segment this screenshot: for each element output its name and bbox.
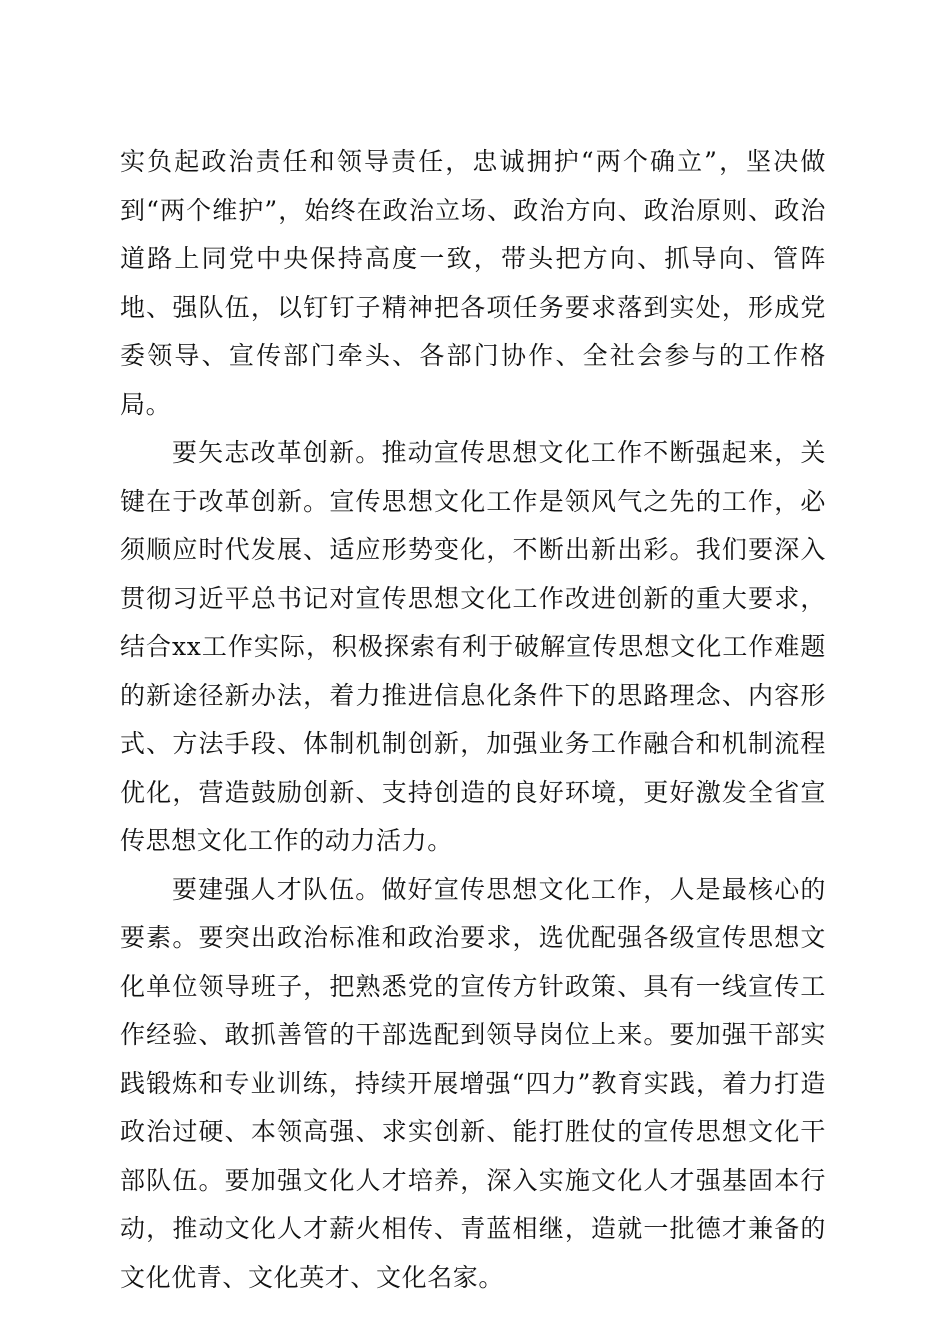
paragraph-reform-innovation: 要矢志改革创新。推动宣传思想文化工作不断强起来，关键在于改革创新。宣传思想文化工作是领风气之先的工作，必须顺应时代发展、适应形势变化，不断出新出彩。我们要深入贯彻习近平总书记对宣传思想文化工作改进创新的重大要求，结合xx工作实际，积极探索有利于破解宣传思想文化工作难题的新途径新办法，着力推进信息化条件下的思路理念、内容形式、方法手段、体制机制创新，加强业务工作融合和机制流程优化，营造鼓励创新、支持创造的良好环境，更好激发全省宣传思想文化工作的动力活力。 — [120, 438, 826, 855]
paragraph-political-responsibility: 实负起政治责任和领导责任，忠诚拥护“两个确立”，坚决做到“两个维护”，始终在政治立场、政治方向、政治原则、政治道路上同党中央保持高度一致，带头把方向、抓导向、管阵地、强队伍，以钉钉子精神把各项任务要求落到实处，形成党委领导、宣传部门牵头、各部门协作、全社会参与的工作格局。 — [120, 147, 826, 419]
document-body — [120, 138, 826, 1302]
paragraph-talent-team: 要建强人才队伍。做好宣传思想文化工作，人是最核心的要素。要突出政治标准和政治要求，选优配强各级宣传思想文化单位领导班子，把熟悉党的宣传方针政策、具有一线宣传工作经验、敢抓善管的干部选配到领导岗位上来。要加强干部实践锻炼和专业训练，持续开展增强“四力”教育实践，着力打造政治过硬、本领高强、求实创新、能打胜仗的宣传思想文化干部队伍。要加强文化人才培养，深入实施文化人才强基固本行动，推动文化人才薪火相传、青蓝相继，造就一批德才兼备的文化优青、文化英才、文化名家。 — [120, 874, 826, 1292]
